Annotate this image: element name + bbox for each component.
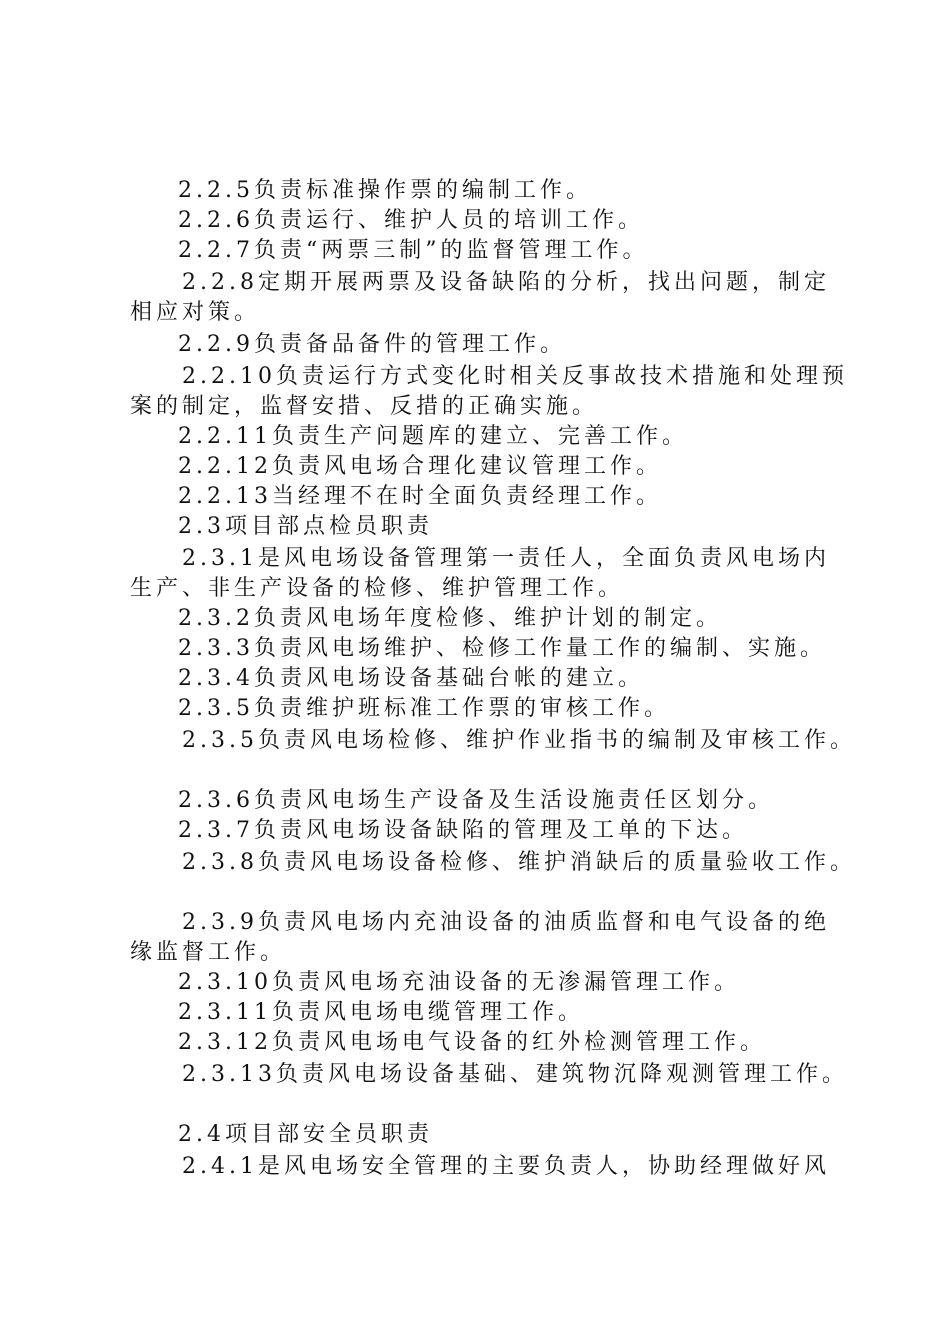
section-heading: 2.4项目部安全员职责 — [178, 1122, 433, 1147]
text-line: 2.3.7负责风电场设备缺陷的管理及工单的下达。 — [178, 818, 748, 843]
text-line: 2.3.5负责维护班标准工作票的审核工作。 — [178, 696, 670, 721]
text-line: 2.2.8定期开展两票及设备缺陷的分析，找出问题，制定 — [182, 270, 830, 295]
text-line: 2.2.5负责标准操作票的编制工作。 — [178, 178, 592, 203]
text-line: 2.2.6负责运行、维护人员的培训工作。 — [178, 208, 644, 233]
text-line: 2.4.1是风电场安全管理的主要负责人，协助经理做好风 — [182, 1154, 830, 1179]
text-line: 2.3.2负责风电场年度检修、维护计划的制定。 — [178, 606, 722, 631]
text-line: 2.3.13负责风电场设备基础、建筑物沉降观测管理工作。 — [182, 1062, 848, 1087]
text-line: 2.3.10负责风电场充油设备的无渗漏管理工作。 — [178, 970, 740, 995]
text-line: 生产、非生产设备的检修、维护管理工作。 — [130, 576, 625, 601]
text-line: 2.3.11负责风电场电缆管理工作。 — [178, 1000, 584, 1025]
text-line: 2.3.9负责风电场内充油设备的油质监督和电气设备的绝 — [182, 910, 830, 935]
text-line: 2.2.10负责运行方式变化时相关反事故技术措施和处理预 — [182, 364, 848, 389]
text-line: 相应对策。 — [130, 300, 261, 325]
text-line: 2.2.12负责风电场合理化建议管理工作。 — [178, 454, 662, 479]
text-line: 2.3.6负责风电场生产设备及生活设施责任区划分。 — [178, 788, 774, 813]
text-line: 2.2.9负责备品备件的管理工作。 — [178, 332, 566, 357]
text-line: 2.3.4负责风电场设备基础台帐的建立。 — [178, 666, 644, 691]
text-line: 2.3.1是风电场设备管理第一责任人，全面负责风电场内 — [182, 546, 830, 571]
section-heading: 2.3项目部点检员职责 — [178, 514, 433, 539]
text-line: 2.2.7负责“两票三制”的监督管理工作。 — [178, 238, 649, 263]
text-line: 2.2.13当经理不在时全面负责经理工作。 — [178, 484, 662, 509]
text-line: 2.3.12负责风电场电气设备的红外检测管理工作。 — [178, 1030, 766, 1055]
text-line: 2.3.3负责风电场维护、检修工作量工作的编制、实施。 — [178, 636, 826, 661]
text-line: 案的制定，监督安措、反措的正确实施。 — [130, 394, 599, 419]
text-line: 缘监督工作。 — [130, 940, 287, 965]
text-line: 2.3.5负责风电场检修、维护作业指书的编制及审核工作。 — [182, 728, 856, 753]
text-line: 2.3.8负责风电场设备检修、维护消缺后的质量验收工作。 — [182, 850, 856, 875]
text-line: 2.2.11负责生产问题库的建立、完善工作。 — [178, 424, 688, 449]
